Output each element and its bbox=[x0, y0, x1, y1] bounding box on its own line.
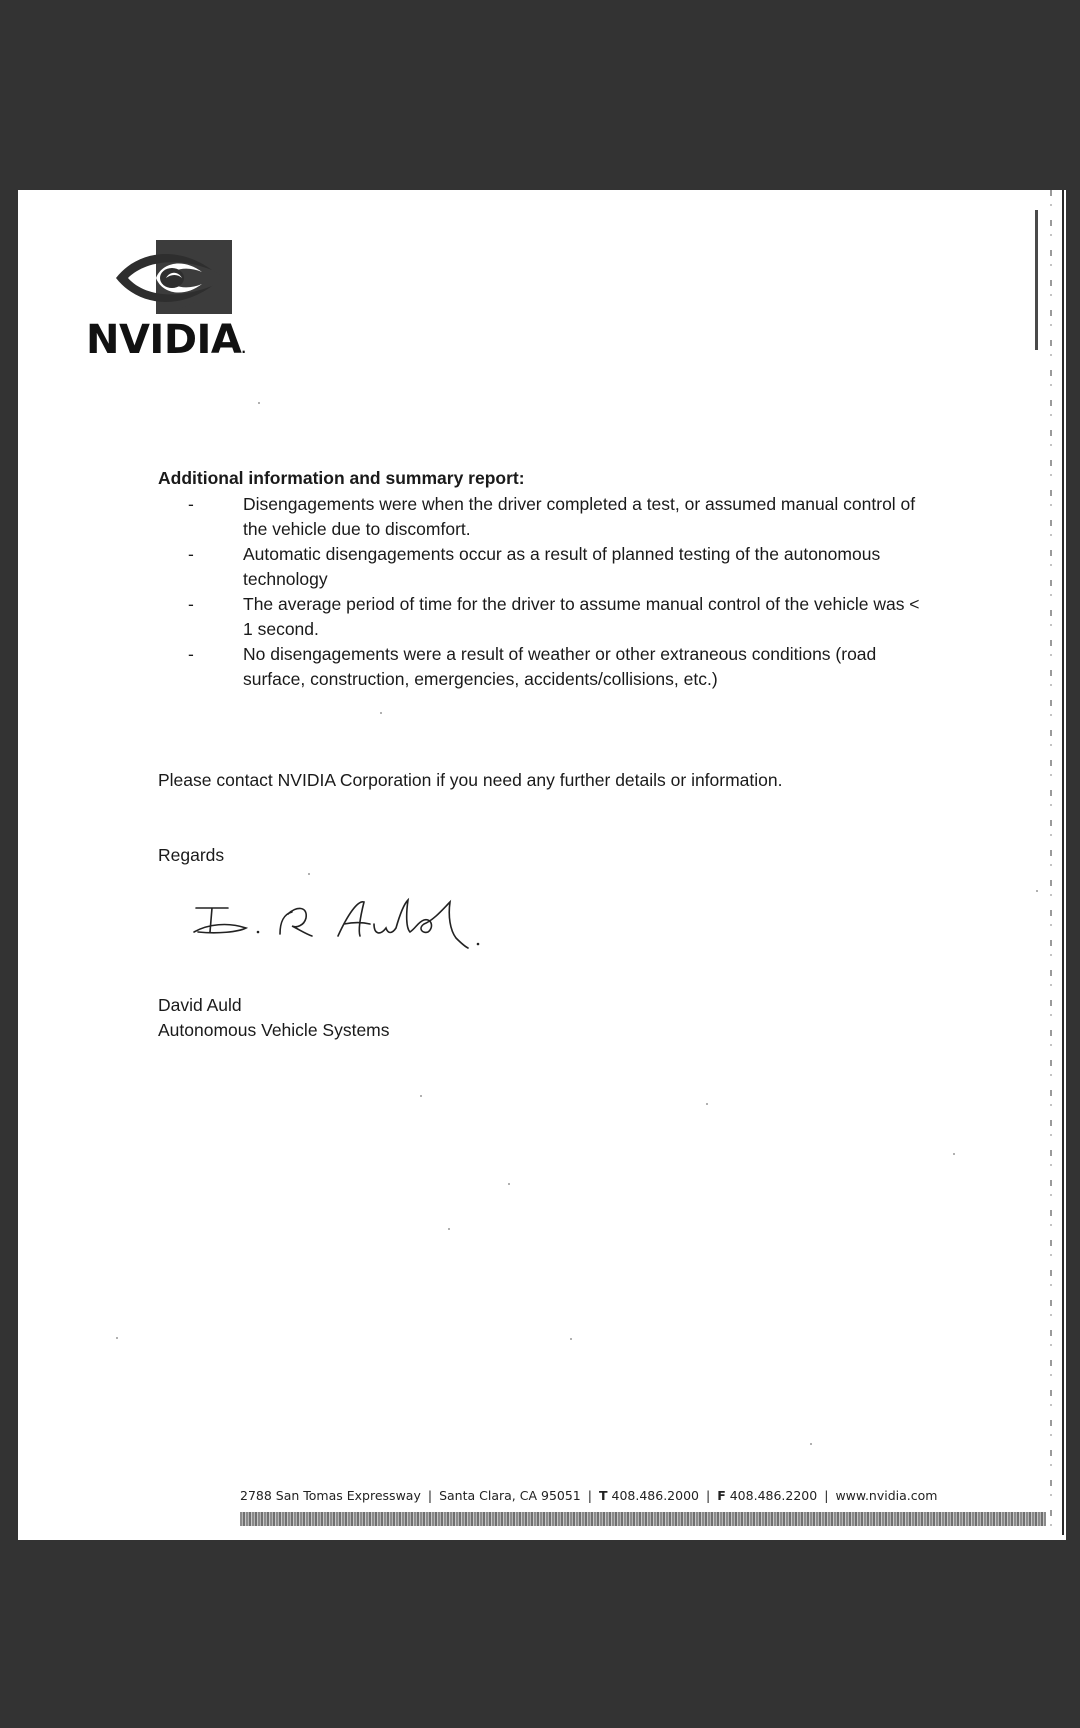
report-heading: Additional information and summary report: bbox=[158, 468, 525, 488]
footer-decorative-bar bbox=[240, 1512, 1046, 1526]
signer-name: David Auld bbox=[158, 995, 242, 1015]
footer-phone: 408.486.2000 bbox=[611, 1488, 699, 1503]
bullet-dash: - bbox=[188, 594, 194, 614]
signer-title: Autonomous Vehicle Systems bbox=[158, 1020, 390, 1040]
list-item bbox=[188, 592, 933, 642]
scan-edge-artifact bbox=[1050, 190, 1052, 1530]
scan-speck bbox=[116, 1337, 118, 1339]
contact-paragraph: Please contact NVIDIA Corporation if you need any further details or information. bbox=[158, 770, 783, 790]
bullet-text: No disengagements were a result of weather or other extraneous conditions (road surface, construction, emergencies, accidents/collisions, etc.) bbox=[243, 644, 877, 689]
footer-address: 2788 San Tomas Expressway bbox=[240, 1488, 421, 1503]
bullet-dash: - bbox=[188, 644, 194, 664]
scan-speck bbox=[1036, 890, 1038, 892]
scan-speck bbox=[570, 1338, 572, 1340]
footer-fax-label: F bbox=[717, 1488, 726, 1503]
scan-speck bbox=[308, 873, 310, 875]
footer-phone-label: T bbox=[598, 1488, 608, 1503]
footer-website: www.nvidia.com bbox=[835, 1488, 938, 1503]
company-logo bbox=[86, 238, 256, 368]
scan-speck bbox=[508, 1183, 510, 1185]
closing-regards: Regards bbox=[158, 845, 225, 865]
scan-speck bbox=[448, 1228, 450, 1230]
bullet-text: Automatic disengagements occur as a result of planned testing of the autonomous technology bbox=[243, 544, 881, 589]
letterhead-footer: 2788 San Tomas Expressway | Santa Clara, CA 95051 | T 408.486.2000 | F 408.486.2200 | www.nvidia.com bbox=[240, 1488, 938, 1503]
nvidia-eye-icon bbox=[114, 238, 234, 318]
logo-wordmark: NVIDIA. bbox=[86, 317, 246, 363]
list-item bbox=[188, 642, 933, 692]
scan-speck bbox=[810, 1443, 812, 1445]
document-page bbox=[18, 190, 1066, 1540]
bullet-text: The average period of time for the driver to assume manual control of the vehicle was < 1 second. bbox=[243, 594, 920, 639]
list-item bbox=[188, 542, 933, 592]
list-item bbox=[188, 492, 933, 542]
footer-fax: 408.486.2200 bbox=[729, 1488, 818, 1503]
bullet-text: Disengagements were when the driver completed a test, or assumed manual control of the vehicle due to discomfort. bbox=[243, 494, 916, 539]
report-bullet-list bbox=[188, 492, 958, 692]
bullet-dash: - bbox=[188, 544, 194, 564]
scan-speck bbox=[420, 1095, 422, 1097]
scan-speck bbox=[953, 1153, 955, 1155]
scan-edge-mark bbox=[1035, 210, 1038, 350]
scan-page-border bbox=[1062, 190, 1064, 1535]
handwritten-signature bbox=[188, 894, 508, 954]
scan-speck bbox=[258, 402, 260, 404]
bullet-dash: - bbox=[188, 494, 194, 514]
scan-speck bbox=[706, 1103, 708, 1105]
footer-city: Santa Clara, CA 95051 bbox=[439, 1488, 581, 1503]
scan-speck bbox=[380, 712, 382, 714]
